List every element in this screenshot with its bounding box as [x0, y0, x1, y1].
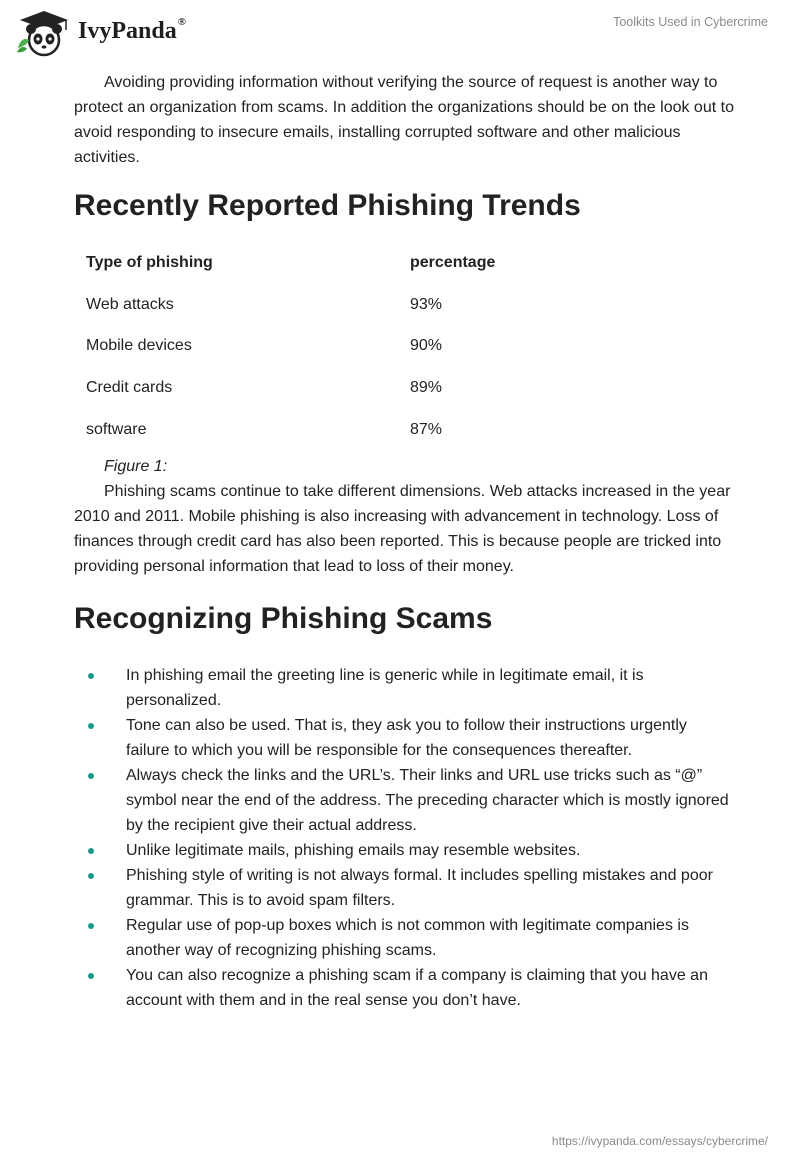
table-header-row — [74, 242, 734, 284]
table-row — [74, 284, 734, 326]
cell-type: Mobile devices — [86, 337, 192, 355]
document-title: Toolkits Used in Cybercrime — [613, 15, 768, 29]
page-header — [0, 0, 800, 64]
cell-percentage: 89% — [410, 378, 443, 396]
bullet-dot-icon — [88, 973, 94, 979]
list-item-text: Unlike legitimate mails, phishing emails may resemble websites. — [126, 842, 581, 860]
logo-wordmark — [78, 15, 186, 45]
heading-recognizing-scams: Recognizing Phishing Scams — [74, 602, 493, 636]
column-header-percentage: percentage — [410, 253, 496, 271]
cell-type: software — [86, 420, 147, 438]
list-item — [74, 838, 734, 863]
table-row — [74, 409, 734, 451]
cell-type: Web attacks — [86, 295, 174, 313]
cell-type: Credit cards — [86, 378, 173, 396]
intro-paragraph: Avoiding providing information without verifying the source of request is another way to protect an organization from scams. In addition the organizations should be on the look out to avoid responding to insecure emails, installing corrupted software and other malicious activities. — [74, 74, 734, 166]
recognition-tips-list — [74, 663, 734, 1013]
article-body — [74, 70, 734, 1013]
figure-caption: Figure 1: — [104, 458, 168, 476]
bullet-dot-icon — [88, 673, 94, 679]
list-item — [74, 713, 734, 763]
panda-logo-icon — [14, 8, 72, 58]
trends-paragraph: Phishing scams continue to take different dimensions. Web attacks increased in the year 2010 and 2011. Mobile phishing is also increasing with advancement in technology. Loss of finances through credit card has also been reported. This is because people are tricked into providing personal information that lead to loss of their money. — [74, 483, 731, 576]
bullet-dot-icon — [88, 723, 94, 729]
column-header-type: Type of phishing — [86, 253, 213, 271]
list-item-text: In phishing email the greeting line is generic while in legitimate email, it is personalized. — [126, 667, 644, 710]
list-item — [74, 763, 734, 838]
list-item — [74, 913, 734, 963]
bullet-dot-icon — [88, 848, 94, 854]
phishing-trends-table — [74, 242, 734, 450]
list-item-text: Phishing style of writing is not always formal. It includes spelling mistakes and poor grammar. This is to avoid spam filters. — [126, 867, 713, 910]
table-row — [74, 367, 734, 409]
logo-name: IvyPanda — [78, 17, 177, 44]
list-item-text: You can also recognize a phishing scam if a company is claiming that you have an account with them and in the real sense you don’t have. — [126, 967, 708, 1010]
list-item-text: Tone can also be used. That is, they ask you to follow their instructions urgently failure to which you will be responsible for the consequences thereafter. — [126, 717, 687, 760]
list-item — [74, 663, 734, 713]
registered-mark: ® — [177, 15, 186, 28]
source-url-link[interactable]: https://ivypanda.com/essays/cybercrime/ — [551, 1134, 768, 1148]
list-item — [74, 863, 734, 913]
cell-percentage: 87% — [410, 420, 443, 438]
bullet-dot-icon — [88, 773, 94, 779]
ivypanda-logo[interactable] — [14, 8, 186, 58]
table-row — [74, 325, 734, 367]
cell-percentage: 90% — [410, 337, 443, 355]
list-item-text: Regular use of pop-up boxes which is not common with legitimate companies is another way of recognizing phishing scams. — [126, 917, 689, 960]
bullet-dot-icon — [88, 923, 94, 929]
list-item — [74, 963, 734, 1013]
heading-phishing-trends: Recently Reported Phishing Trends — [74, 189, 581, 222]
list-item-text: Always check the links and the URL’s. Their links and URL use tricks such as “@” symbol near the end of the address. The preceding character which is mostly ignored by the recipient give their actual address. — [126, 767, 729, 835]
cell-percentage: 93% — [410, 295, 443, 313]
bullet-dot-icon — [88, 873, 94, 879]
